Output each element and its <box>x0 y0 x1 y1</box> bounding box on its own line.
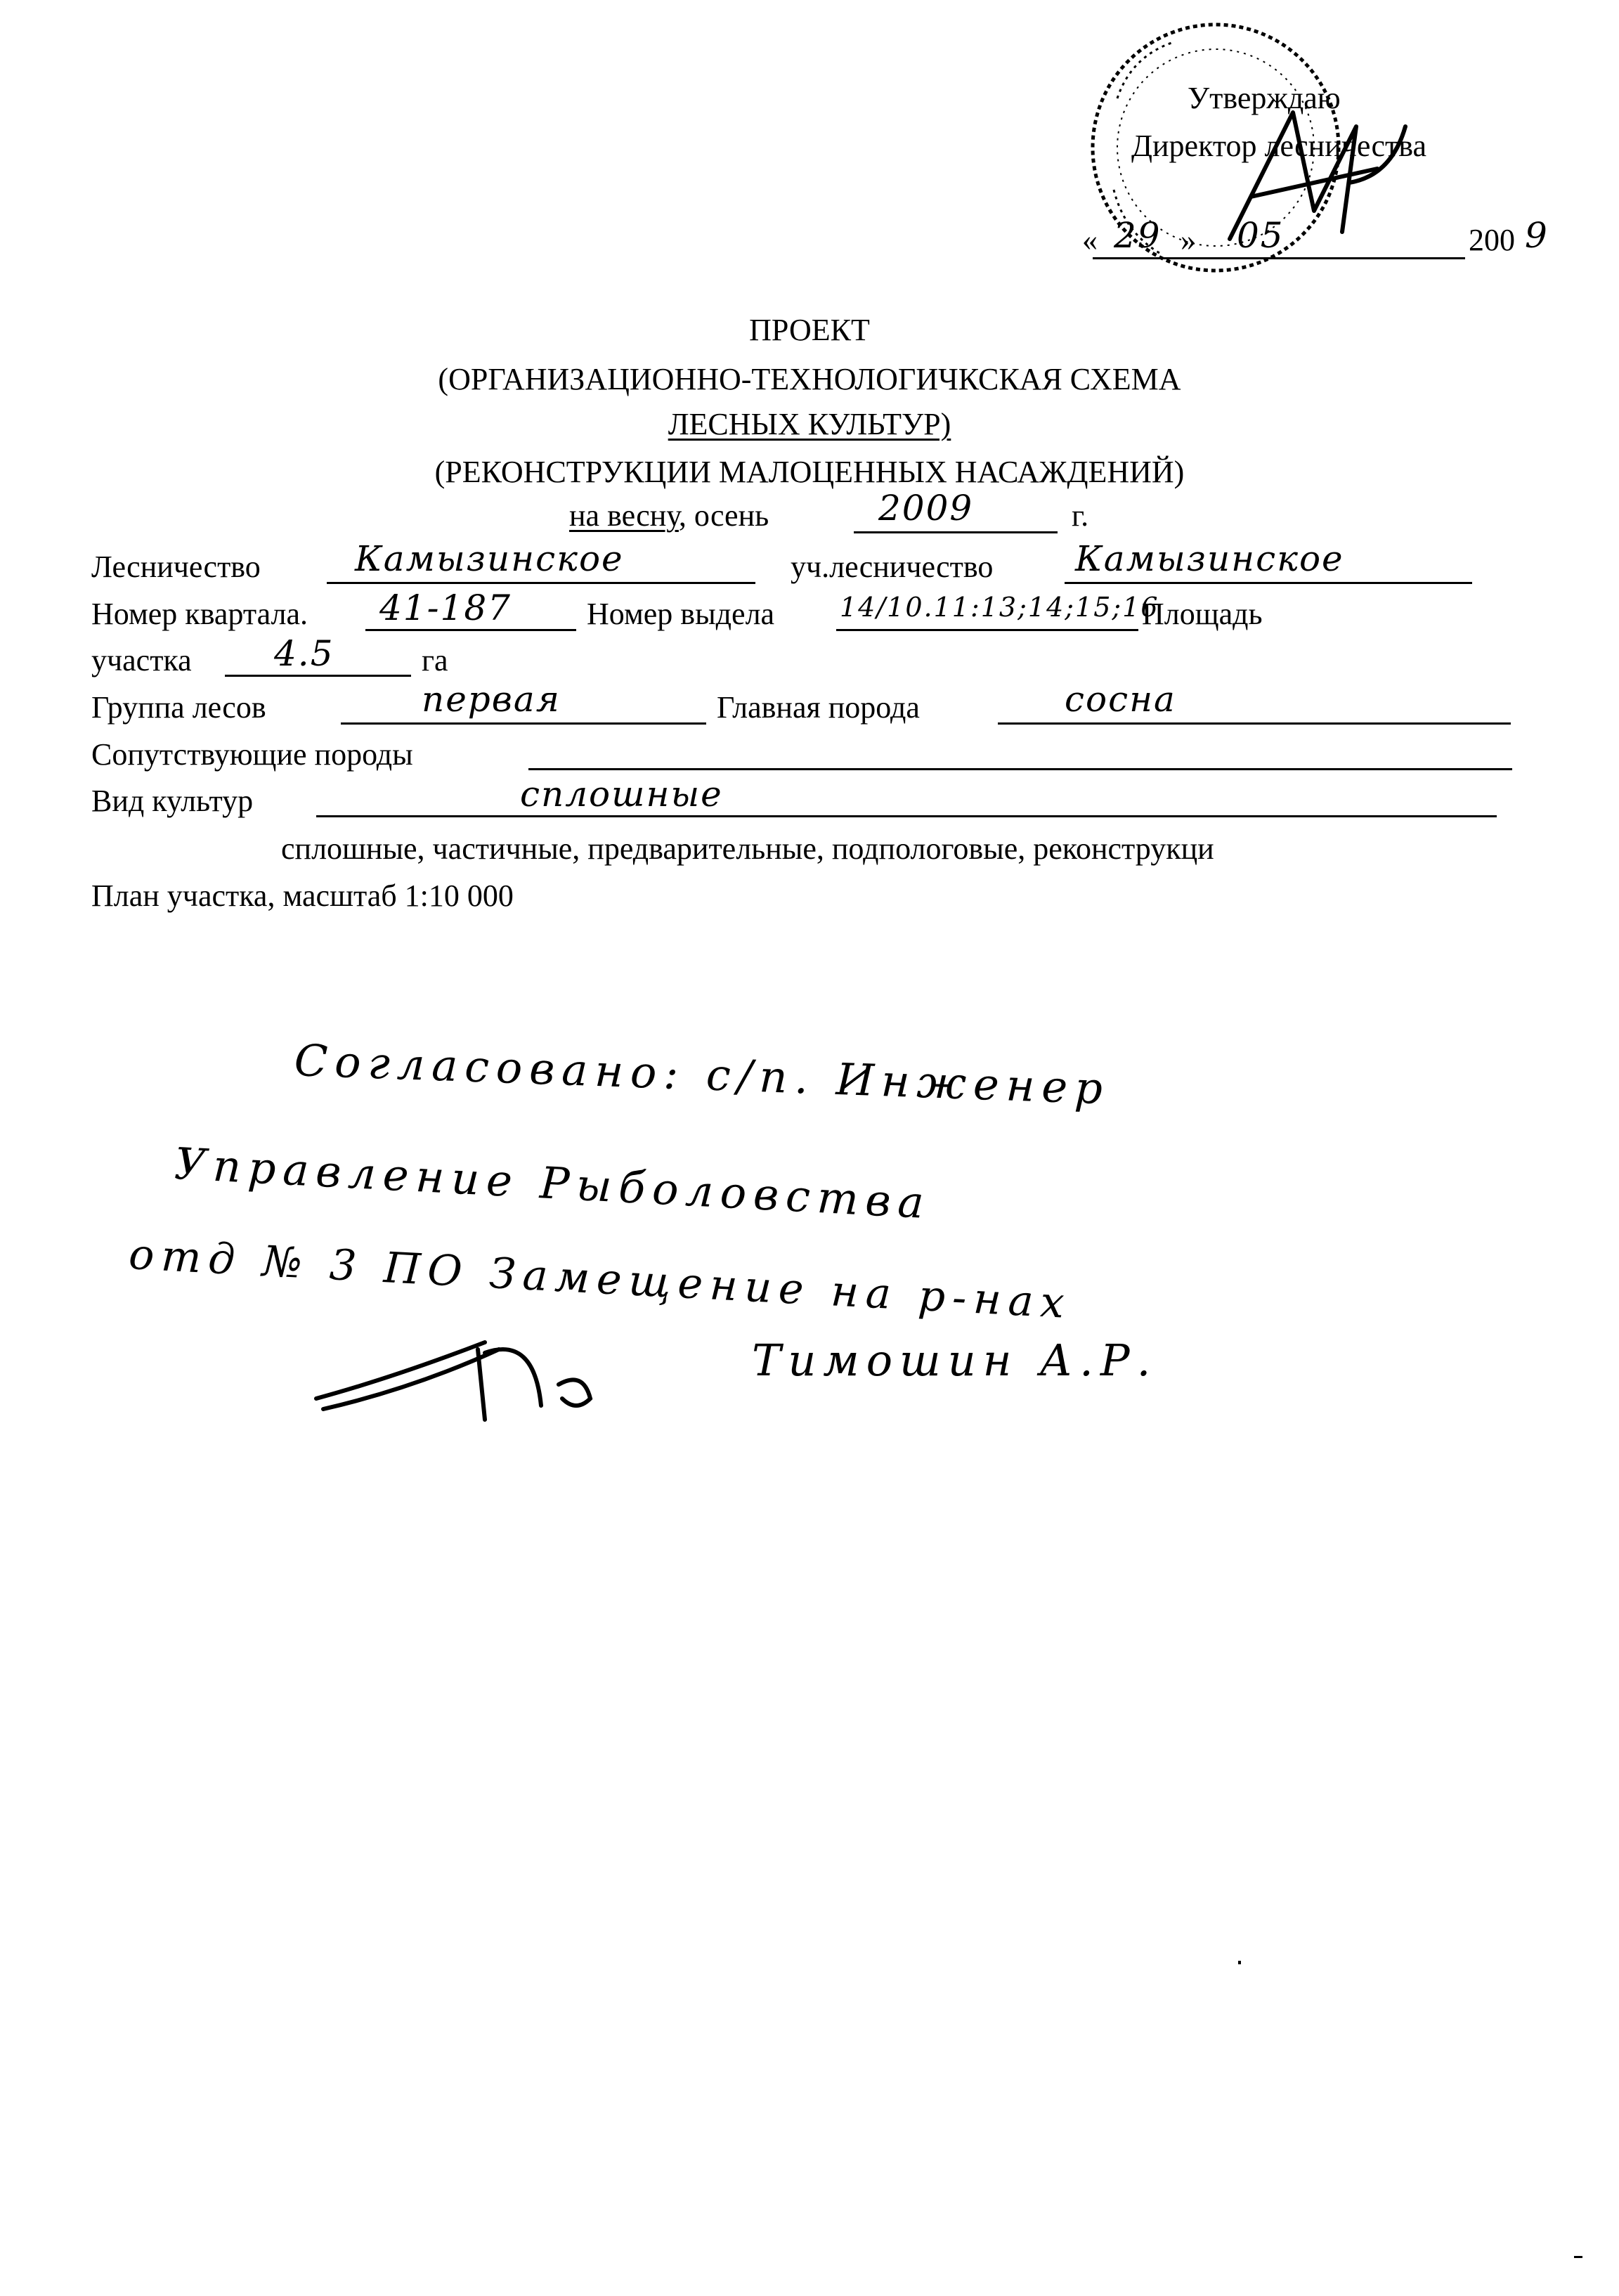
culture-options: сплошные, частичные, предварительные, подпологовые, реконструкци <box>281 831 1214 866</box>
culture-type-line <box>316 815 1497 817</box>
approval-line-2: Директор лесничества <box>1131 129 1426 163</box>
forest-group-value: первая <box>422 679 561 720</box>
area-unit: га <box>422 643 448 677</box>
main-species-label: Главная порода <box>717 690 920 725</box>
allotment-value: 14/10.11:13;14;15;16 <box>840 592 1159 623</box>
handwritten-note-line-4: Тимошин А.Р. <box>752 1335 1158 1386</box>
forestry-value: Камызинское <box>355 538 624 579</box>
season-year: 2009 <box>878 488 974 528</box>
title-line-3: ЛЕСНЫХ КУЛЬТУР) <box>668 407 951 441</box>
quarter-value: 41-187 <box>379 588 512 628</box>
inspector-signature <box>309 1321 625 1427</box>
season-rest: , осень <box>678 498 769 533</box>
approval-date-open: « <box>1082 223 1098 257</box>
scan-speck <box>1238 1961 1241 1964</box>
district-value: Камызинское <box>1075 538 1344 579</box>
title-line-1: ПРОЕКТ <box>749 313 870 347</box>
approval-date-year-digit: 9 <box>1525 215 1549 256</box>
title-line-4: (РЕКОНСТРУКЦИИ МАЛОЦЕННЫХ НАСАЖДЕНИЙ) <box>434 455 1185 489</box>
main-species-value: сосна <box>1065 679 1176 720</box>
main-species-line <box>998 722 1511 725</box>
district-label: уч.лесничество <box>791 550 994 584</box>
approval-date-day: 29 <box>1114 215 1162 256</box>
quarter-label: Номер квартала. <box>91 597 308 631</box>
scan-speck <box>1574 2256 1582 2258</box>
season-row <box>569 500 769 531</box>
area-value: 4.5 <box>274 633 334 674</box>
allotment-line <box>836 629 1138 631</box>
season-label: на весну <box>569 498 679 533</box>
culture-type-value: сплошные <box>520 774 723 815</box>
title-line-2: (ОРГАНИЗАЦИОННО-ТЕХНОЛОГИЧКСКАЯ СХЕМА <box>438 362 1181 396</box>
director-signature <box>1209 84 1419 260</box>
area-line <box>225 675 411 677</box>
approval-date-month: 05 <box>1237 215 1285 256</box>
season-year-line <box>854 531 1058 533</box>
forest-group-line <box>341 722 706 725</box>
approval-date-close: » <box>1181 223 1196 257</box>
district-line <box>1065 582 1472 584</box>
handwritten-note-line-2: Управление Рыболовства <box>173 1138 932 1229</box>
approval-line-1: Утверждаю <box>1188 81 1341 115</box>
allotment-label: Номер выдела <box>587 597 775 631</box>
approval-date-year-prefix: 200 <box>1469 223 1515 257</box>
handwritten-note-line-1: Согласовано: с/п. Инженер <box>293 1035 1111 1115</box>
handwritten-note-line-3: отд № 3 ПО Замещение на р-нах <box>127 1230 1073 1329</box>
forestry-line <box>327 582 755 584</box>
forest-group-label: Группа лесов <box>91 690 266 725</box>
season-suffix: г. <box>1072 498 1089 533</box>
area-label: Площадь <box>1142 597 1263 631</box>
accompanying-label: Сопутствующие породы <box>91 737 413 772</box>
accompanying-line <box>528 768 1512 770</box>
quarter-line <box>365 629 576 631</box>
forestry-label: Лесничество <box>91 550 261 584</box>
culture-type-label: Вид культур <box>91 784 254 818</box>
plan-label: План участка, масштаб 1:10 000 <box>91 878 514 913</box>
area-label-2: участка <box>91 643 192 677</box>
